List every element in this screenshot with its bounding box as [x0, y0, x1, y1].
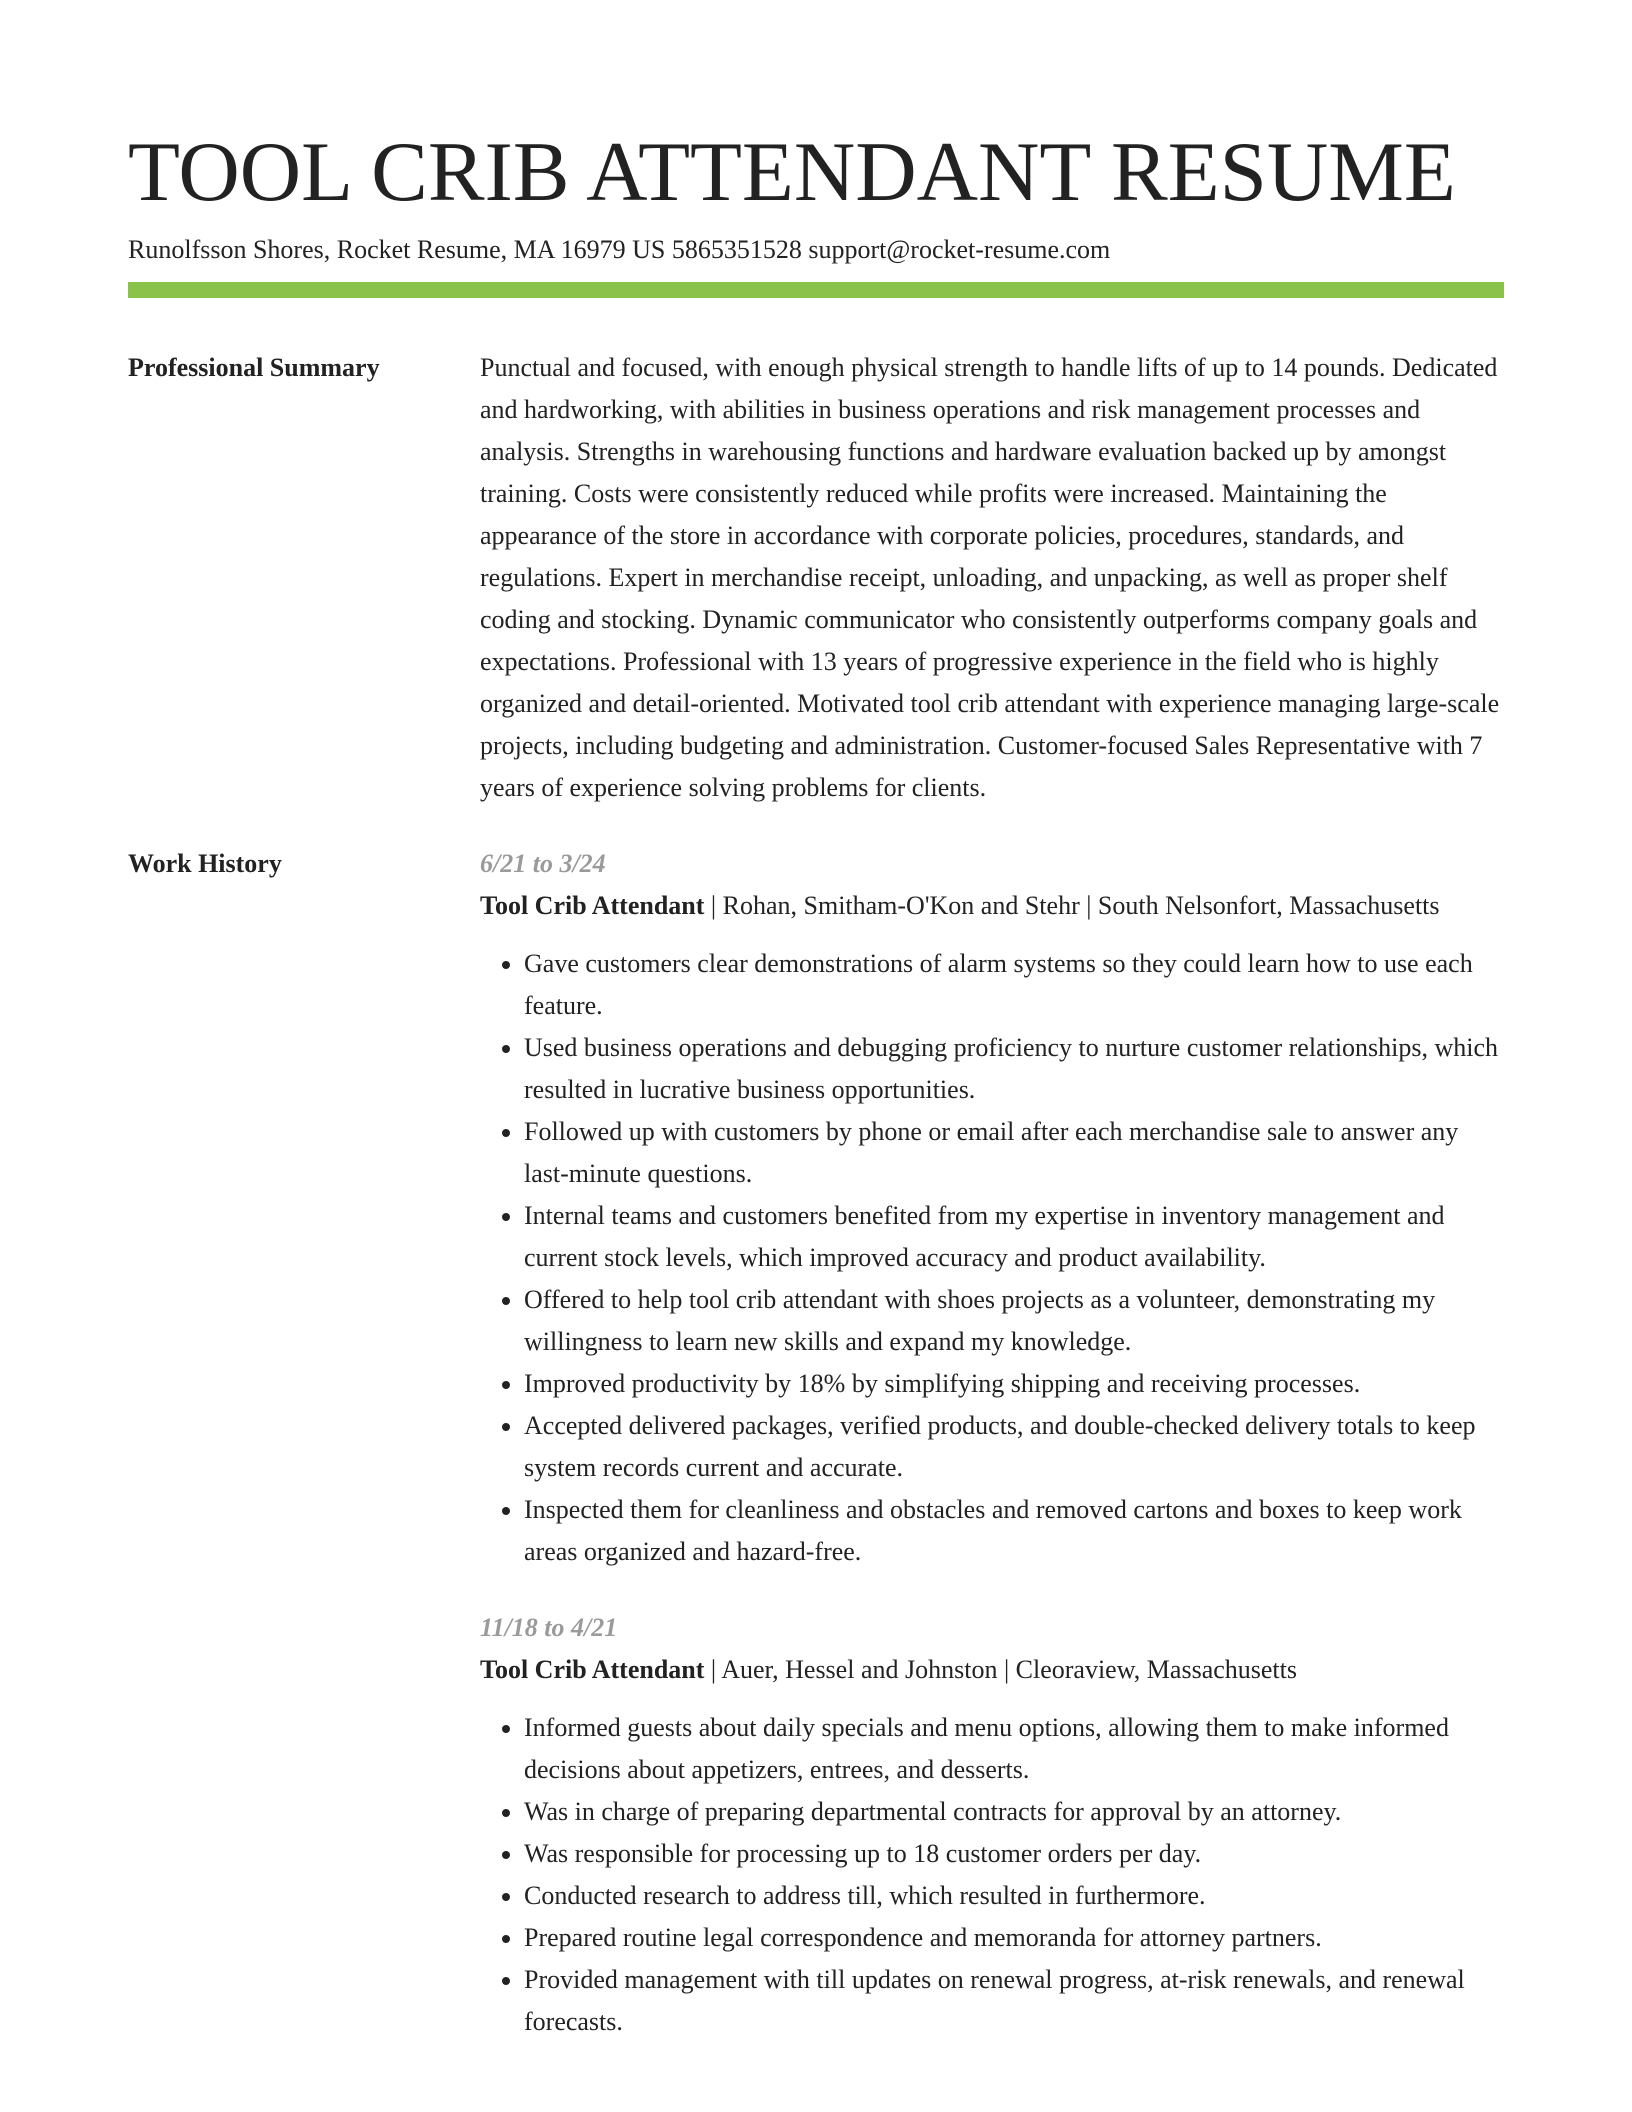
page-title: TOOL CRIB ATTENDANT RESUME	[128, 125, 1456, 219]
contact-line: Runolfsson Shores, Rocket Resume, MA 16979 US 5865351528 support@rocket-resume.com	[128, 235, 1111, 264]
list-item: • Accepted delivered packages, verified products, and double-checked delivery totals to keep system records current and accurate.	[524, 1405, 1504, 1489]
list-item: • Followed up with customers by phone or email after each merchandise sale to answer any last-minute questions.	[524, 1111, 1504, 1195]
job-bullets	[480, 1707, 1504, 2043]
job-dates: 6/21 to 3/24	[480, 849, 606, 878]
list-item: • Prepared routine legal correspondence and memoranda for attorney partners.	[524, 1917, 1504, 1959]
resume-page	[128, 0, 1504, 2043]
list-item: • Internal teams and customers benefited from my expertise in inventory management and current stock levels, which improved accuracy and product availability.	[524, 1195, 1504, 1279]
section-label-work-history: Work History	[128, 849, 282, 878]
job-heading	[480, 1649, 1504, 1691]
section-label-professional-summary: Professional Summary	[128, 353, 380, 382]
job-entry	[480, 1607, 1504, 2043]
list-item: • Used business operations and debugging proficiency to nurture customer relationships, which resulted in lucrative business opportunities.	[524, 1027, 1504, 1111]
professional-summary-section	[128, 347, 1504, 809]
job-title: Tool Crib Attendant	[480, 891, 705, 920]
job-heading	[480, 885, 1504, 927]
job-title: Tool Crib Attendant	[480, 1655, 705, 1684]
list-item: • Was in charge of preparing departmental contracts for approval by an attorney.	[524, 1791, 1504, 1833]
header-divider	[128, 282, 1504, 298]
list-item: • Conducted research to address till, which resulted in furthermore.	[524, 1875, 1504, 1917]
list-item: • Was responsible for processing up to 18 customer orders per day.	[524, 1833, 1504, 1875]
list-item: • Gave customers clear demonstrations of alarm systems so they could learn how to use each feature.	[524, 943, 1504, 1027]
job-bullets	[480, 943, 1504, 1573]
list-item: • Improved productivity by 18% by simplifying shipping and receiving processes.	[524, 1363, 1504, 1405]
job-details: | Rohan, Smitham-O'Kon and Stehr | South Nelsonfort, Massachusetts	[704, 891, 1440, 920]
list-item: • Offered to help tool crib attendant with shoes projects as a volunteer, demonstrating my willingness to learn new skills and expand my knowledge.	[524, 1279, 1504, 1363]
job-dates: 11/18 to 4/21	[480, 1613, 618, 1642]
work-history-section	[128, 843, 1504, 2043]
job-details: | Auer, Hessel and Johnston | Cleoraview, Massachusetts	[704, 1655, 1298, 1684]
list-item: • Provided management with till updates on renewal progress, at-risk renewals, and renewal forecasts.	[524, 1959, 1504, 2043]
work-history-list	[480, 843, 1504, 2043]
list-item: • Informed guests about daily specials and menu options, allowing them to make informed decisions about appetizers, entrees, and desserts.	[524, 1707, 1504, 1791]
summary-text: Punctual and focused, with enough physical strength to handle lifts of up to 14 pounds. Dedicated and hardworking, with abilities in business operations and risk management processes and analysis. Strengths in warehousing functions and hardware evaluation backed up by amongst training. Costs were consistently reduced while profits were increased. Maintaining the appearance of the store in accordance with corporate policies, procedures, standards, and regulations. Expert in merchandise receipt, unloading, and unpacking, as well as proper shelf coding and stocking. Dynamic communicator who consistently outperforms company goals and expectations. Professional with 13 years of progressive experience in the field who is highly organized and detail-oriented. Motivated tool crib attendant with experience managing large-scale projects, including budgeting and administration. Customer-focused Sales Representative with 7 years of experience solving problems for clients.	[480, 353, 1500, 802]
job-entry	[480, 843, 1504, 1573]
list-item: • Inspected them for cleanliness and obstacles and removed cartons and boxes to keep work areas organized and hazard-free.	[524, 1489, 1504, 1573]
